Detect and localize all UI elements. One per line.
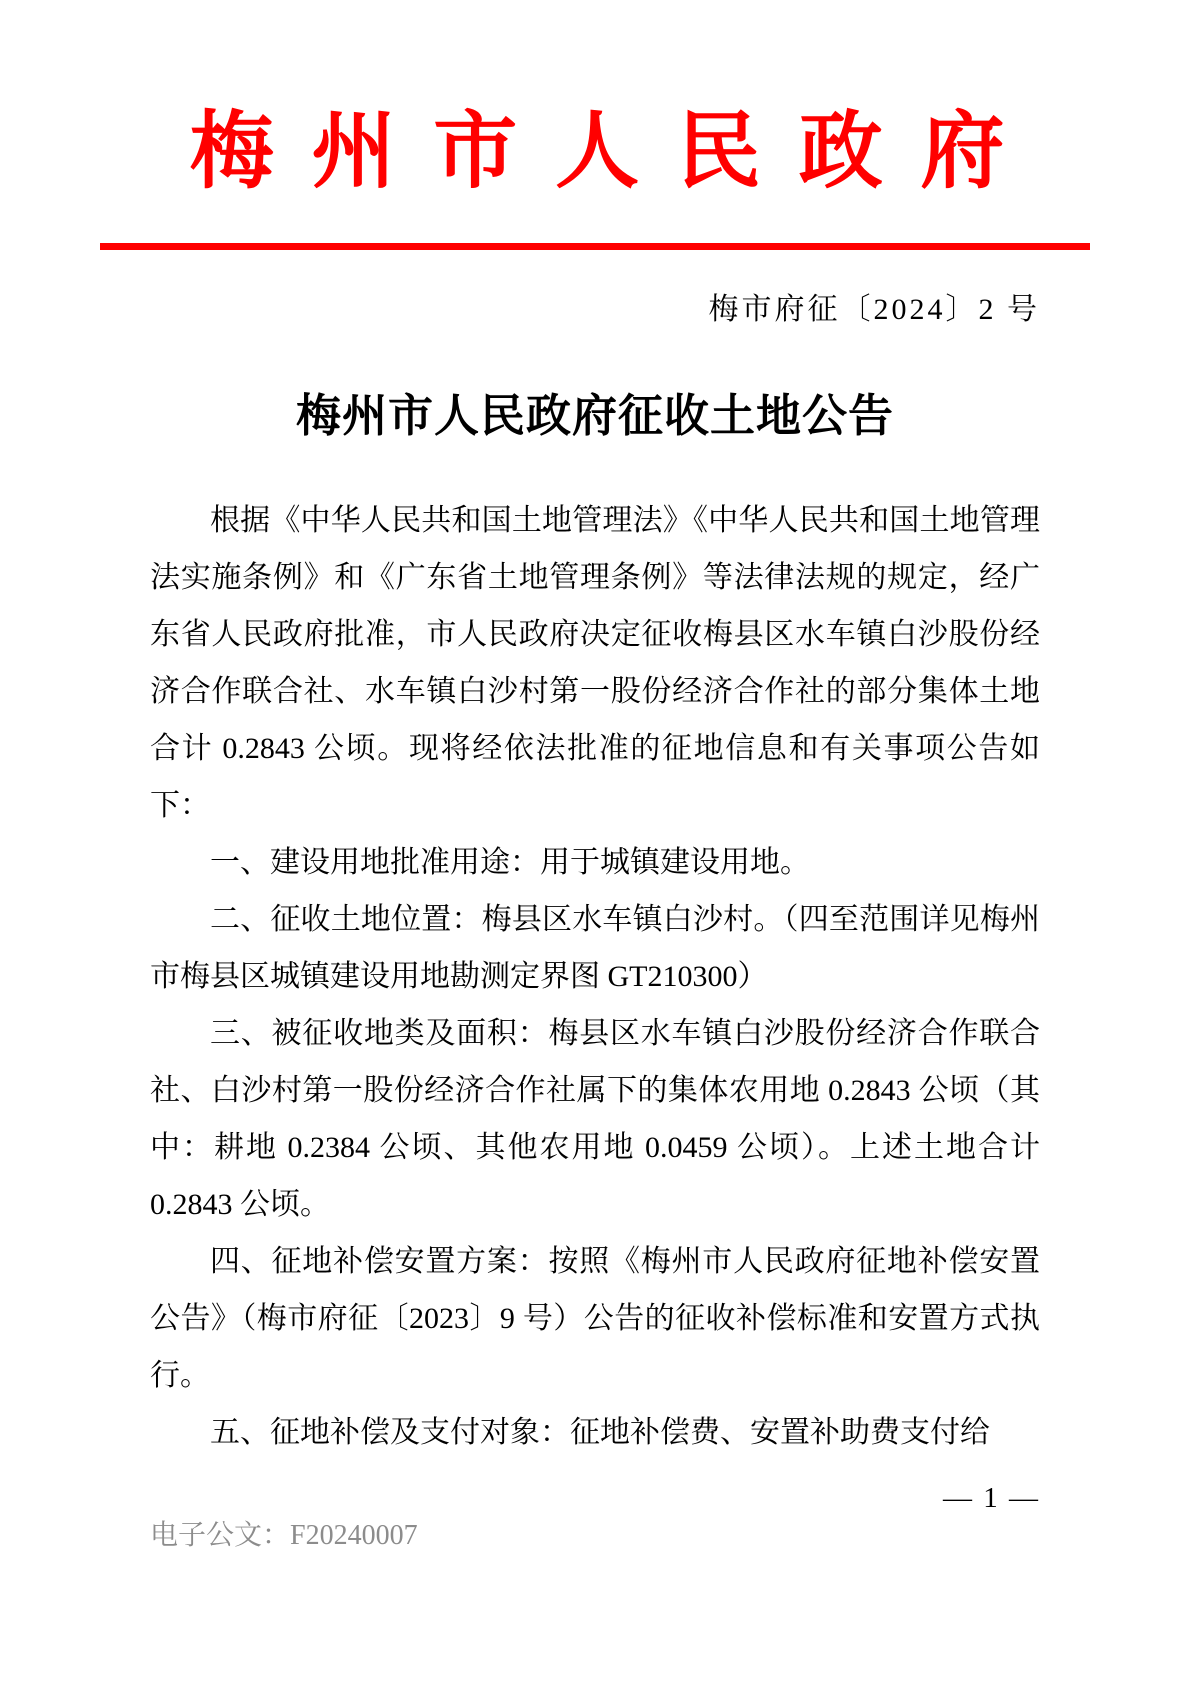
paragraph-item-2-land-location: 二、征收土地位置：梅县区水车镇白沙村。（四至范围详见梅州市梅县区城镇建设用地勘测定界图 GT210300） (150, 903, 1040, 993)
paragraph-intro: 根据《中华人民共和国土地管理法》《中华人民共和国土地管理法实施条例》和《广东省土地管理条例》等法律法规的规定，经广东省人民政府批准，市人民政府决定征收梅县区水车镇白沙股份经济合作联合社、水车镇白沙村第一股份经济合作社的部分集体土地合计 0.2843 公顷。现将经依法批准的征地信息和有关事项公告如下： (150, 504, 1040, 822)
masthead-divider (100, 243, 1090, 250)
masthead-title: 梅州市人民政府 (189, 106, 1043, 199)
paragraph-item-4-compensation-plan: 四、征地补偿安置方案：按照《梅州市人民政府征地补偿安置公告》（梅市府征〔2023〕9 号）公告的征收补偿标准和安置方式执行。 (150, 1245, 1040, 1392)
document-body (150, 492, 1040, 1461)
efile-footer: 电子公文：F20240007 (150, 1520, 418, 1551)
doc-number: 梅市府征〔2024〕2 号 (708, 293, 1040, 326)
page-title: 梅州市人民政府征收土地公告 (295, 391, 894, 441)
paragraph-item-3-land-type-area: 三、被征收地类及面积：梅县区水车镇白沙股份经济合作联合社、白沙村第一股份经济合作社属下的集体农用地 0.2843 公顷（其中：耕地 0.2384 公顷、其他农用地 0.0459 公顷）。上述土地合计 0.2843 公顷。 (150, 1017, 1040, 1221)
paragraph-item-5-payment-target: 五、征地补偿及支付对象：征地补偿费、安置补助费支付给 (210, 1416, 990, 1449)
page-number: — 1 — (943, 1482, 1040, 1514)
paragraph-item-1-approved-use: 一、建设用地批准用途：用于城镇建设用地。 (210, 846, 810, 879)
